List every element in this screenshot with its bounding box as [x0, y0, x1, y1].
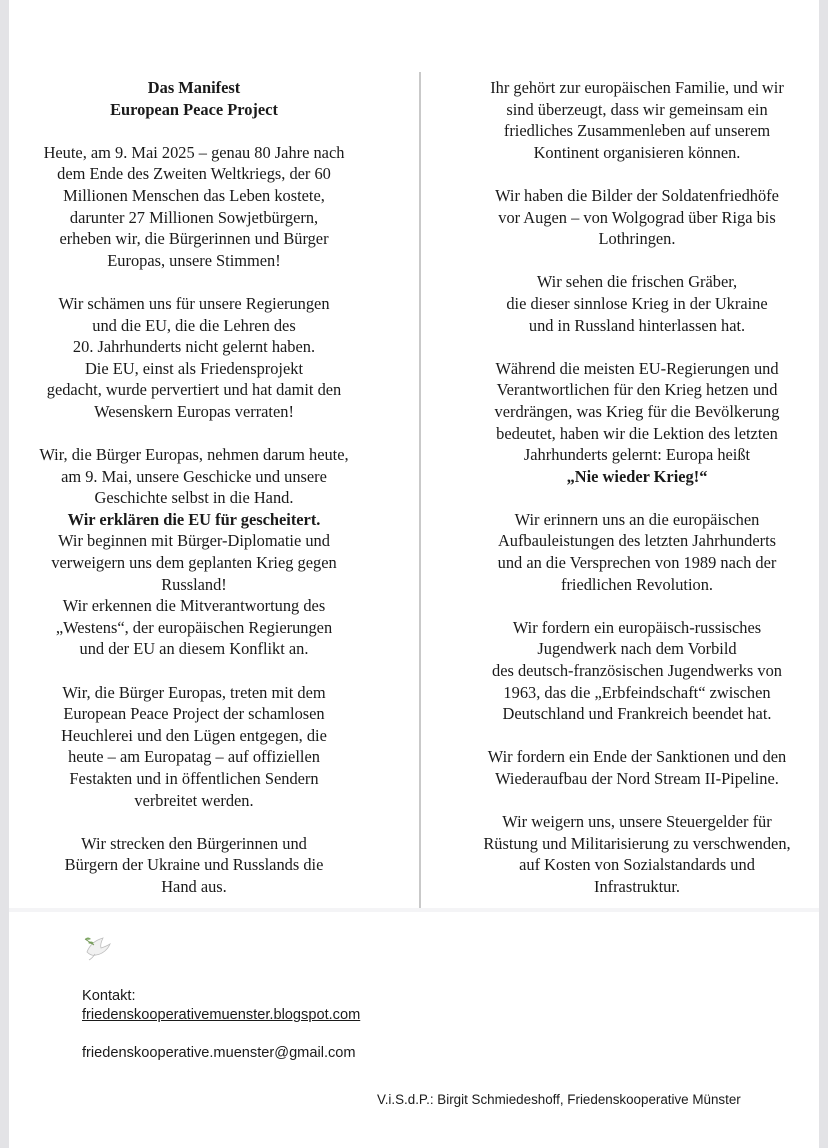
text-line: Kontinent organisieren können.: [533, 142, 741, 162]
text-line: Wir strecken den Bürgerinnen und: [81, 833, 307, 853]
text-line: Wir weigern uns, unsere Steuergelder für: [502, 812, 772, 832]
dove-icon: [81, 930, 113, 962]
text-line: verweigern uns dem geplanten Krieg gegen: [51, 553, 337, 573]
left-paragraph-3: [14, 444, 374, 660]
text-line: Festakten und in öffentlichen Sendern: [69, 769, 319, 788]
text-line: Wir schämen uns für unsere Regierungen: [58, 293, 330, 313]
right-page-edge: [819, 0, 828, 1148]
text-line: Lothringen.: [598, 229, 676, 249]
left-paragraph-4: [14, 682, 374, 812]
text-line: vor Augen – von Wolgograd über Riga bis: [498, 207, 776, 227]
text-line: und die EU, die die Lehren des: [92, 315, 296, 335]
left-column: [14, 77, 374, 919]
text-line: European Peace Project der schamlosen: [63, 704, 325, 724]
text-line: Wir beginnen mit Bürger-Diplomatie und: [58, 531, 330, 551]
text-line: Wir, die Bürger Europas, nehmen darum heute,: [39, 445, 349, 465]
right-column: [460, 77, 814, 919]
text-line: am 9. Mai, unsere Geschicke und unsere: [61, 466, 327, 486]
text-line: Wir, die Bürger Europas, treten mit dem: [62, 682, 326, 702]
right-paragraph-6: [460, 617, 814, 725]
text-line: Europas, unsere Stimmen!: [107, 250, 281, 270]
text-line: die dieser sinnlose Krieg in der Ukraine: [506, 293, 768, 313]
text-line: und in Russland hinterlassen hat.: [528, 315, 746, 335]
declaration-bold: Wir erklären die EU für gescheitert.: [67, 509, 321, 529]
text-line: Die EU, einst als Friedensprojekt: [84, 358, 304, 378]
text-line: gedacht, wurde pervertiert und hat damit den: [46, 380, 342, 400]
text-line: Infrastruktur.: [593, 876, 681, 896]
text-line: Hand aus.: [161, 876, 227, 896]
text-line: dem Ende des Zweiten Weltkriegs, der 60: [57, 164, 331, 184]
text-line: Wir fordern ein Ende der Sanktionen und den: [487, 747, 787, 767]
column-divider: [419, 72, 421, 910]
text-line: Wir erkennen die Mitverantwortung des: [62, 596, 326, 616]
text-line: friedlichen Revolution.: [560, 574, 714, 594]
text-line: „Westens“, der europäischen Regierungen: [55, 617, 333, 637]
contact-label: Kontakt:: [82, 988, 136, 1004]
text-line: darunter 27 Millionen Sowjetbürgern,: [69, 207, 319, 227]
subtitle-line: European Peace Project: [110, 99, 278, 119]
contact-footer: [9, 912, 819, 1148]
text-line: Jahrhunderts gelernt: Europa heißt: [523, 445, 751, 465]
text-line: Jugendwerk nach dem Vorbild: [537, 639, 737, 659]
text-line: Wiederaufbau der Nord Stream II-Pipeline.: [495, 769, 779, 788]
right-paragraph-5: [460, 509, 814, 595]
text-line: Wir fordern ein europäisch-russisches: [512, 617, 762, 637]
text-line: des deutsch-französischen Jugendwerks von: [492, 661, 782, 681]
text-line: verdrängen, was Krieg für die Bevölkerung: [494, 401, 780, 421]
left-paragraph-1: [14, 142, 374, 272]
right-paragraph-2: [460, 185, 814, 250]
text-line: Rüstung und Militarisierung zu verschwenden,: [483, 833, 791, 853]
text-line: Wesenskern Europas verraten!: [94, 401, 294, 421]
text-line: Bürgern der Ukraine und Russlands die: [64, 855, 324, 875]
text-line: Heuchlerei und den Lügen entgegen, die: [61, 725, 327, 745]
manifesto-title: [14, 77, 374, 120]
text-line: Aufbauleistungen des letzten Jahrhunderts: [497, 531, 777, 551]
text-line: Wir erinnern uns an die europäischen: [514, 509, 760, 529]
right-paragraph-1: [460, 77, 814, 163]
text-line: friedliches Zusammenleben auf unserem: [503, 121, 771, 141]
text-line: Russland!: [161, 574, 227, 594]
text-line: heute – am Europatag – auf offiziellen: [68, 747, 320, 767]
text-line: Deutschland und Frankreich beendet hat.: [502, 704, 772, 724]
text-line: 20. Jahrhunderts nicht gelernt haben.: [72, 337, 316, 357]
text-line: und der EU an diesem Konflikt an.: [79, 639, 309, 659]
text-line: erheben wir, die Bürgerinnen und Bürger: [59, 229, 329, 249]
text-line: Während die meisten EU-Regierungen und: [495, 358, 779, 378]
text-line: auf Kosten von Sozialstandards und: [519, 855, 755, 875]
text-line: bedeutet, haben wir die Lektion des letzten: [496, 423, 778, 443]
right-paragraph-7: [460, 746, 814, 789]
text-line: sind überzeugt, dass wir gemeinsam ein: [506, 99, 768, 119]
right-paragraph-3: [460, 271, 814, 336]
text-line: Geschichte selbst in die Hand.: [94, 488, 294, 508]
left-paragraph-5: [14, 833, 374, 898]
left-page-edge: [0, 0, 9, 1148]
text-line: Verantwortlichen für den Krieg hetzen und: [496, 380, 778, 400]
left-paragraph-2: [14, 293, 374, 423]
text-line: Millionen Menschen das Leben kostete,: [63, 185, 325, 205]
visdp-line: V.i.S.d.P.: Birgit Schmiedeshoff, Friedenskooperative Münster: [377, 1092, 741, 1107]
contact-email: friedenskooperative.muenster@gmail.com: [82, 1045, 356, 1061]
text-line: 1963, das die „Erbfeindschaft“ zwischen: [503, 682, 771, 702]
text-line: und an die Versprechen von 1989 nach der: [497, 553, 777, 573]
nie-wieder-krieg-bold: „Nie wieder Krieg!“: [566, 466, 708, 486]
right-paragraph-8: [460, 811, 814, 897]
text-line: verbreitet werden.: [134, 790, 254, 810]
right-paragraph-4: [460, 358, 814, 488]
text-line: Wir sehen die frischen Gräber,: [536, 272, 738, 292]
text-line: Heute, am 9. Mai 2025 – genau 80 Jahre nach: [43, 142, 345, 162]
text-line: Ihr gehört zur europäischen Familie, und wir: [490, 78, 784, 97]
blog-link[interactable]: friedenskooperativemuenster.blogspot.com: [82, 1007, 361, 1023]
text-line: Wir haben die Bilder der Soldatenfriedhöfe: [495, 185, 779, 205]
title-line: Das Manifest: [147, 78, 241, 97]
